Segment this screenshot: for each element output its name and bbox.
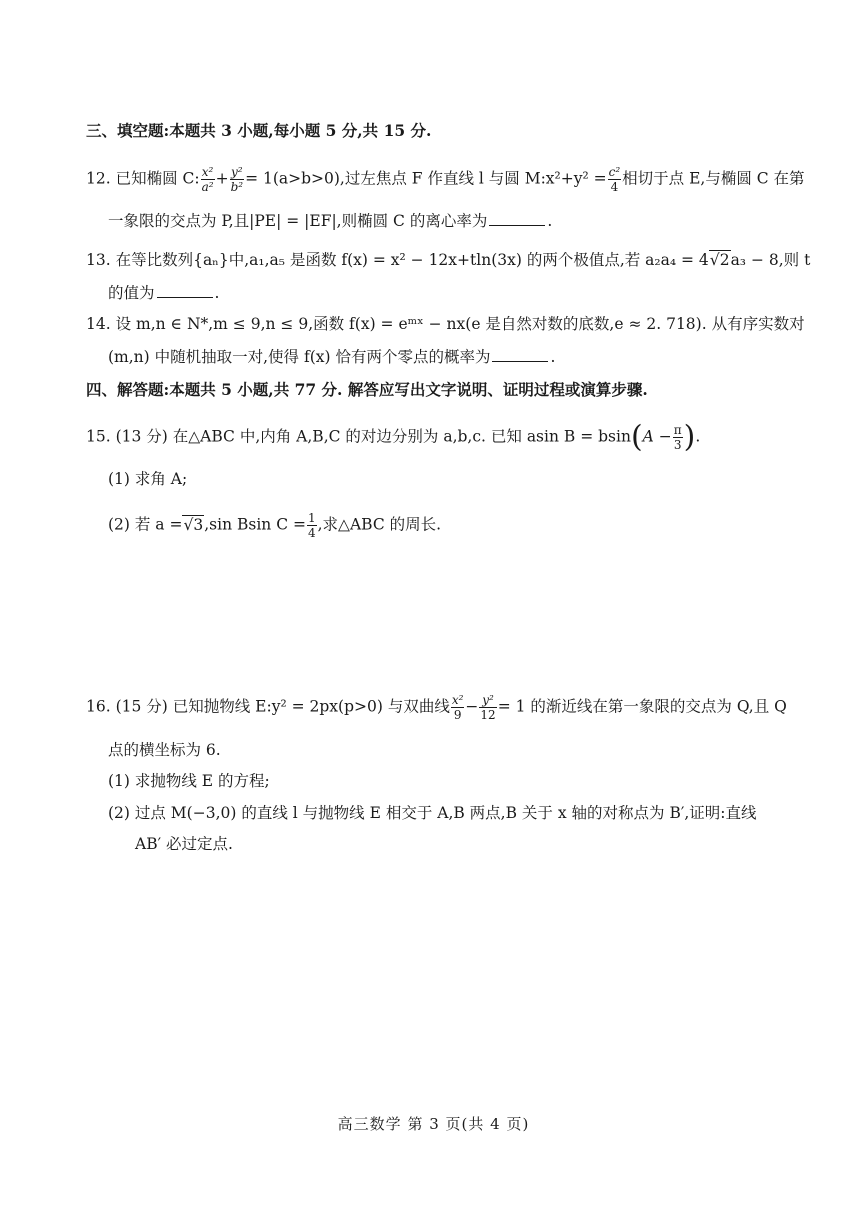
q15-frac-pi3	[673, 424, 683, 451]
q13-text-b: a₃ − 8,则 t	[730, 251, 811, 269]
q13-end: .	[214, 284, 220, 302]
q14-line2	[108, 347, 555, 367]
q12-frac1-den: a²	[201, 180, 214, 194]
q12-frac1-num: x²	[201, 165, 214, 179]
q15-frac-den: 3	[673, 438, 682, 452]
q14-answer-blank[interactable]	[492, 347, 548, 362]
q13-text-a: 13. 在等比数列{aₙ}中,a₁,a₅ 是函数 f(x) = x² − 12x+tln(3x) 的两个极值点,若 a₂a₄ = 4	[86, 251, 709, 269]
q16-sub1: (1) 求抛物线 E 的方程;	[108, 772, 270, 790]
q16-line2: 点的横坐标为 6.	[108, 741, 221, 759]
q12-line2-text: 一象限的交点为 P,且|PE| = |EF|,则椭圆 C 的离心率为	[108, 212, 488, 230]
q12-line2	[108, 211, 552, 231]
q12-frac3-den: 4	[610, 180, 619, 194]
q12-frac-y2b2	[230, 166, 245, 193]
q13-sqrt-val: 2	[719, 251, 730, 269]
q13-line2-text: 的值为	[108, 284, 155, 302]
q16-text-a: 16. (15 分) 已知抛物线 E:y² = 2px(p>0) 与双曲线	[86, 697, 450, 716]
q12-answer-blank[interactable]	[489, 211, 545, 226]
q16-sub2-line2: AB′ 必过定点.	[135, 835, 233, 853]
q14-line1: 14. 设 m,n ∈ N*,m ≤ 9,n ≤ 9,函数 f(x) = eᵐˣ − nx(e 是自然对数的底数,e ≈ 2. 718). 从有序实数对	[86, 315, 805, 333]
q12-frac3-num: c²	[608, 165, 621, 179]
q15-sub2-b: ,sin Bsin C =	[204, 515, 306, 534]
q16-minus: −	[465, 697, 479, 716]
q15-end: .	[695, 427, 701, 446]
section4-heading: 四、解答题:本题共 5 小题,共 77 分. 解答应写出文字说明、证明过程或演算步骤.	[86, 380, 648, 399]
q12-line1	[86, 166, 805, 193]
q12-text-a: 12. 已知椭圆 C:	[86, 169, 200, 188]
q12-frac-c2-4	[608, 166, 622, 193]
q15-frac-num: π	[673, 423, 682, 437]
q16-frac2-den: 12	[480, 708, 496, 722]
q15-paren-close: )	[683, 419, 696, 455]
q14-end: .	[550, 348, 556, 366]
q12-end: .	[547, 212, 553, 230]
q15-sub2-c: ,求△ABC 的周长.	[317, 515, 442, 534]
q15-sub1: (1) 求角 A;	[108, 470, 188, 488]
q16-frac1-num: x²	[451, 693, 464, 707]
page-footer: 高三数学 第 3 页(共 4 页)	[337, 1115, 530, 1133]
q15-line1	[86, 419, 701, 455]
q16-frac-y2-12	[479, 694, 496, 721]
q15-frac-1-4	[307, 512, 317, 539]
q15-paren-open: (	[630, 419, 643, 455]
q14-line2-text: (m,n) 中随机抽取一对,使得 f(x) 恰有两个零点的概率为	[108, 348, 491, 366]
q12-text-c: 相切于点 E,与椭圆 C 在第	[622, 169, 805, 188]
q16-frac-x2-9	[451, 694, 465, 721]
q13-line1	[86, 250, 810, 270]
q16-frac2-num: y²	[479, 694, 496, 708]
q16-frac1-den: 9	[453, 708, 462, 722]
q15-sqrt-val: 3	[193, 515, 204, 534]
q15-sqrt: √3	[183, 515, 204, 534]
q13-line2	[108, 283, 219, 303]
q15-sub2	[108, 512, 441, 539]
q15-text-a: 15. (13 分) 在△ABC 中,内角 A,B,C 的对边分别为 a,b,c. 已知 asin B = bsin	[86, 427, 631, 446]
q12-frac2-num: y²	[231, 165, 243, 179]
q16-sub2-line1: (2) 过点 M(−3,0) 的直线 l 与抛物线 E 相交于 A,B 两点,B 关于 x 轴的对称点为 B′,证明:直线	[108, 804, 757, 822]
q16-text-b: = 1 的渐近线在第一象限的交点为 Q,且 Q	[497, 697, 787, 716]
q16-line1	[86, 694, 787, 721]
q15-sub2-frac-num: 1	[307, 511, 316, 525]
section3-heading: 三、填空题:本题共 3 小题,每小题 5 分,共 15 分.	[86, 121, 432, 140]
q12-frac2-den: b²	[230, 180, 244, 194]
q15-sub2-frac-den: 4	[307, 526, 316, 540]
q13-sqrt: √2	[709, 251, 730, 269]
q12-text-b: = 1(a>b>0),过左焦点 F 作直线 l 与圆 M:x²+y² =	[245, 169, 607, 188]
q12-frac-x2a2	[201, 166, 215, 193]
q15-sub2-a: (2) 若 a =	[108, 515, 183, 534]
q15-inner: A −	[642, 427, 672, 446]
q12-plus: +	[215, 169, 229, 188]
q13-answer-blank[interactable]	[157, 283, 213, 298]
